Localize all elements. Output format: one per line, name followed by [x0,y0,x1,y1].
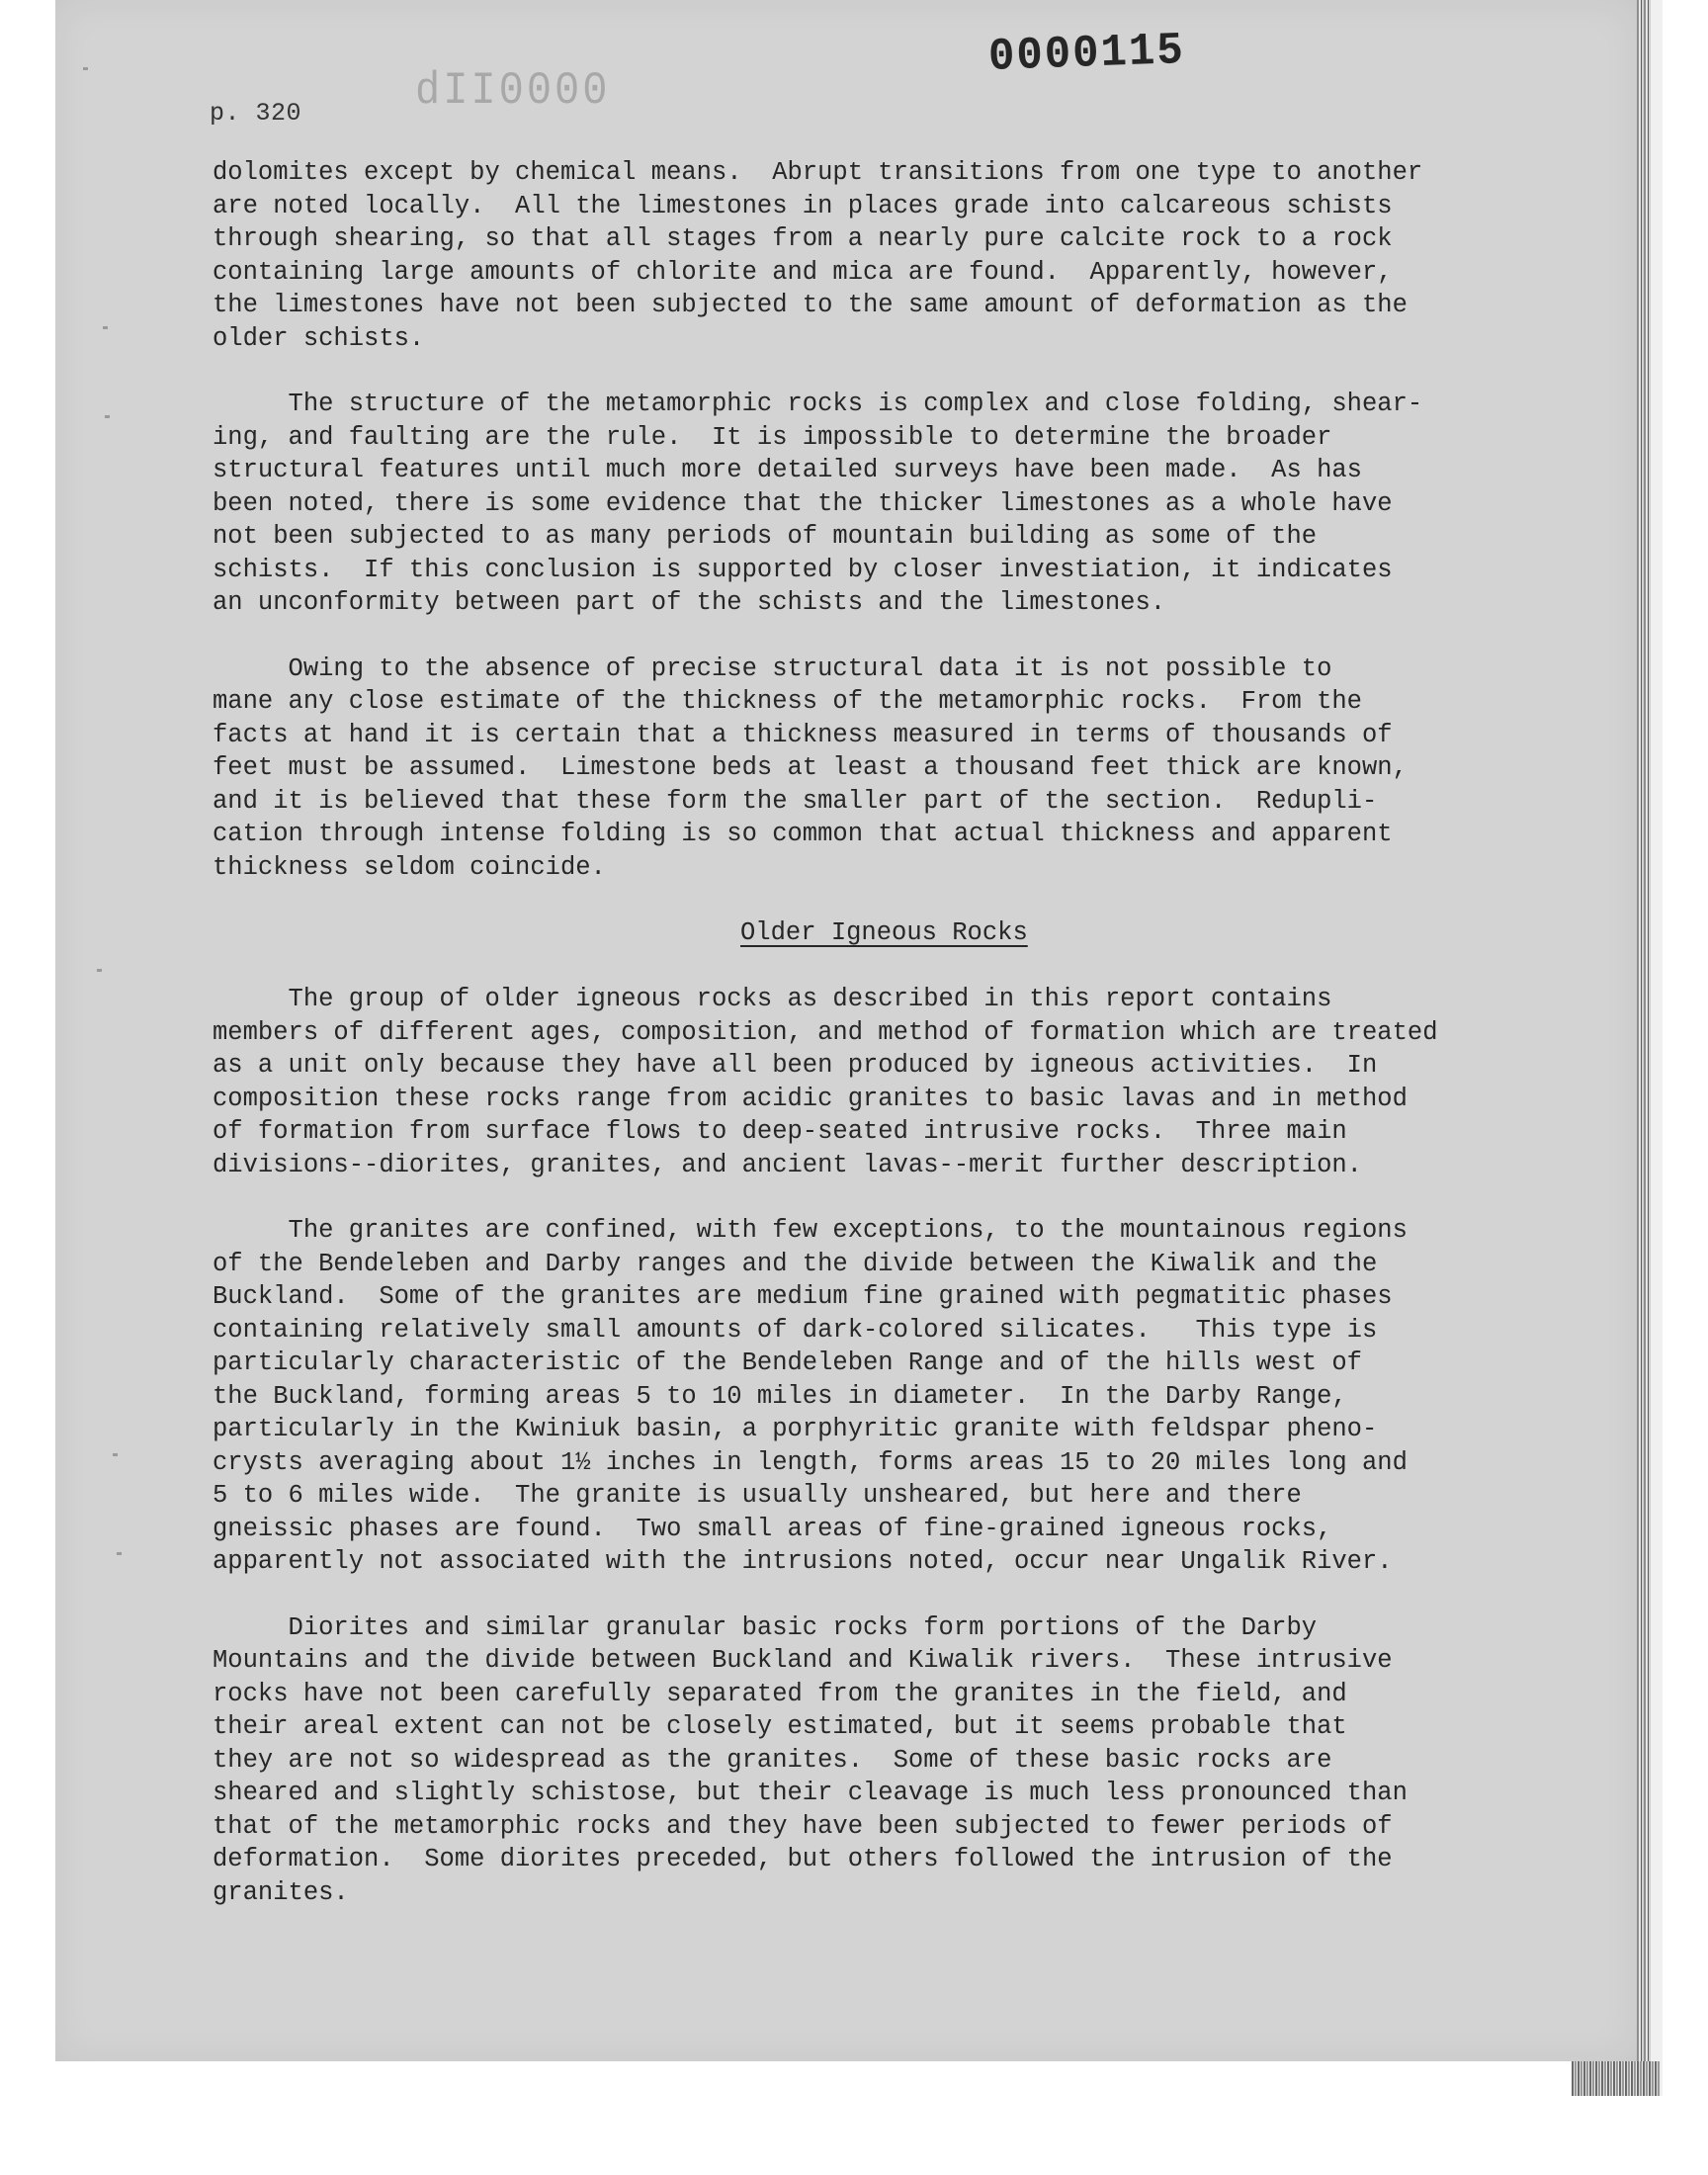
text-line: through shearing, so that all stages from a nearly pure calcite rock to a rock [213,224,1393,253]
text-line: and it is believed that these form the smaller part of the section. Redupli- [213,786,1378,816]
text-line: Mountains and the divide between Buckland and Kiwalik rivers. These intrusive [213,1646,1393,1675]
text-line: crysts averaging about 1½ inches in length, forms areas 15 to 20 miles long and [213,1447,1408,1477]
text-line: members of different ages, composition, and method of formation which are treated [213,1017,1438,1047]
text-line: as a unit only because they have all been produced by igneous activities. In [213,1051,1378,1080]
text-line: containing large amounts of chlorite and mica are found. Apparently, however, [213,257,1393,287]
paragraph [213,156,1616,355]
page-edge-right [1637,0,1651,2096]
margin-mark [113,1453,118,1456]
text-line: particularly characteristic of the Bendeleben Range and of the hills west of [213,1348,1362,1377]
paragraph [213,983,1616,1181]
text-line: deformation. Some diorites preceded, but others followed the intrusion of the [213,1845,1393,1873]
text-line: The group of older igneous rocks as described in this report contains [213,985,1332,1013]
paragraph [213,652,1616,885]
text-line: particularly in the Kwiniuk basin, a porphyritic granite with feldspar pheno- [213,1415,1378,1443]
document-stamp-number: 0000115 [987,25,1186,84]
text-line: rocks have not been carefully separated from the granites in the field, and [213,1679,1347,1708]
text-line: they are not so widespread as the granites. Some of these basic rocks are [213,1745,1332,1775]
text-line: of the Bendeleben and Darby ranges and the divide between the Kiwalik and the [213,1249,1378,1278]
paragraph [213,1611,1616,1910]
document-body [213,156,1616,1942]
text-line: dolomites except by chemical means. Abrupt transitions from one type to another [213,158,1423,187]
section-heading-container [213,916,1616,950]
text-line: thickness seldom coincide. [213,852,606,882]
text-line: feet must be assumed. Limestone beds at least a thousand feet thick are known, [213,753,1408,782]
text-line: granites. [213,1877,349,1907]
margin-mark [83,67,88,70]
text-line: sheared and slightly schistose, but their cleavage is much less pronounced than [213,1779,1408,1807]
text-line: their areal extent can not be closely estimated, but it seems probable that [213,1712,1347,1741]
page-margin-right [1651,0,1663,2096]
section-heading: Older Igneous Rocks [740,918,1028,947]
text-line: Buckland. Some of the granites are medium fine grained with pegmatitic phases [213,1282,1393,1311]
margin-mark [97,969,102,972]
text-line: schists. If this conclusion is supported by closer investiation, it indicates [213,555,1393,584]
text-line: 5 to 6 miles wide. The granite is usually unsheared, but here and there [213,1481,1302,1510]
text-line: an unconformity between part of the schists and the limestones. [213,588,1166,617]
margin-mark [103,326,108,329]
text-line: are noted locally. All the limestones in places grade into calcareous schists [213,191,1393,220]
text-line: facts at hand it is certain that a thickness measured in terms of thousands of [213,720,1393,749]
text-line: the limestones have not been subjected to the same amount of deformation as the [213,291,1408,319]
text-line: older schists. [213,323,425,353]
scan-edge-bottom [1572,2061,1661,2096]
text-line: of formation from surface flows to deep-seated intrusive rocks. Three main [213,1117,1347,1146]
text-line: ing, and faulting are the rule. It is impossible to determine the broader [213,422,1332,452]
text-line: mane any close estimate of the thickness of the metamorphic rocks. From the [213,687,1362,716]
page-number: p. 320 [210,99,302,128]
margin-mark [105,415,110,418]
text-line: gneissic phases are found. Two small areas of fine-grained igneous rocks, [213,1514,1332,1543]
paragraph [213,1214,1616,1579]
text-line: apparently not associated with the intrusions noted, occur near Ungalik River. [213,1547,1393,1576]
text-line: not been subjected to as many periods of mountain building as some of the [213,522,1318,551]
text-line: Diorites and similar granular basic rocks form portions of the Darby [213,1612,1318,1642]
text-line: that of the metamorphic rocks and they have been subjected to fewer periods of [213,1811,1393,1841]
text-line: The granites are confined, with few exceptions, to the mountainous regions [213,1216,1408,1245]
text-line: been noted, there is some evidence that the thicker limestones as a whole have [213,488,1393,518]
text-line: cation through intense folding is so common that actual thickness and apparent [213,820,1393,848]
margin-mark [117,1552,122,1555]
document-stamp-faded: dII0000 [415,64,611,118]
text-line: composition these rocks range from acidic granites to basic lavas and in method [213,1084,1408,1113]
paragraph [213,388,1616,620]
text-line: structural features until much more detailed surveys have been made. As has [213,456,1362,484]
text-line: divisions--diorites, granites, and ancient lavas--merit further description. [213,1150,1362,1179]
text-line: Owing to the absence of precise structural data it is not possible to [213,653,1332,683]
text-line: the Buckland, forming areas 5 to 10 miles in diameter. In the Darby Range, [213,1381,1347,1411]
text-line: containing relatively small amounts of dark-colored silicates. This type is [213,1315,1378,1345]
text-line: The structure of the metamorphic rocks is complex and close folding, shear- [213,390,1423,418]
